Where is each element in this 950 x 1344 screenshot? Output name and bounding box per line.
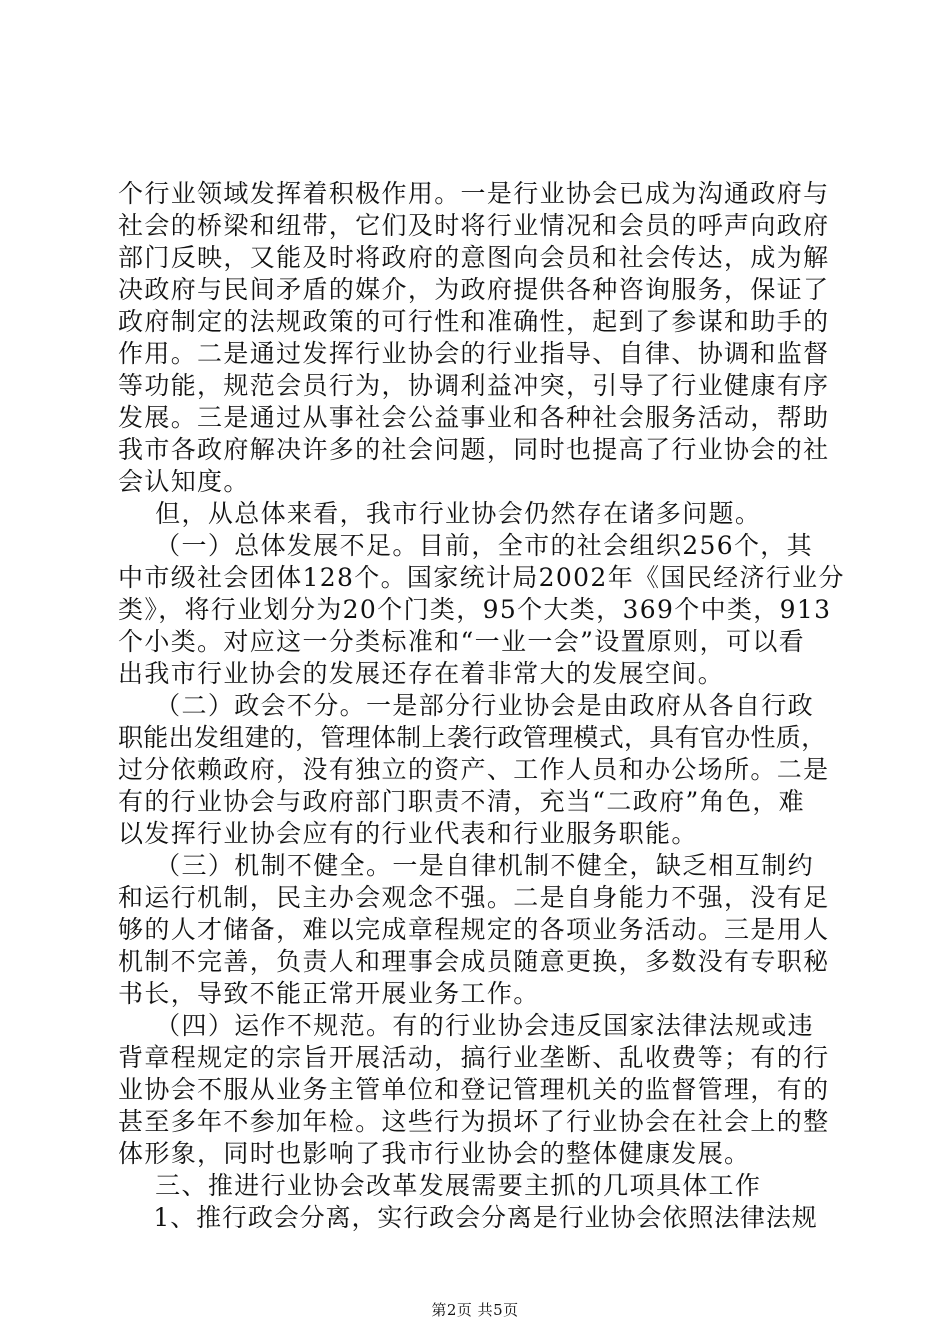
text-line: 会认知度。 xyxy=(118,467,250,496)
text-line: （一）总体发展不足。目前，全市的社会组织256个，其 xyxy=(118,531,814,560)
text-line: 决政府与民间矛盾的媒介，为政府提供各种咨询服务，保证了 xyxy=(118,275,830,304)
text-line: 但，从总体来看，我市行业协会仍然存在诸多问题。 xyxy=(118,499,762,528)
text-line: 职能出发组建的，管理体制上袭行政管理模式，具有官办性质， xyxy=(118,723,827,752)
text-line: 甚至多年不参加年检。这些行为损坏了行业协会在社会上的整 xyxy=(118,1107,830,1136)
text-line: 机制不完善，负责人和理事会成员随意更换，多数没有专职秘 xyxy=(118,947,830,976)
text-line: 部门反映，又能及时将政府的意图向会员和社会传达，成为解 xyxy=(118,243,830,272)
page-footer: 第2页 共5页 xyxy=(431,1301,519,1319)
text-line: 出我市行业协会的发展还存在着非常大的发展空间。 xyxy=(118,659,725,688)
text-line: 个行业领域发挥着积极作用。一是行业协会已成为沟通政府与 xyxy=(118,179,830,208)
text-line: 业协会不服从业务主管单位和登记管理机关的监督管理，有的 xyxy=(118,1075,830,1104)
text-line: 过分依赖政府，没有独立的资产、工作人员和办公场所。二是 xyxy=(118,755,830,784)
text-line: 发展。三是通过从事社会公益事业和各种社会服务活动，帮助 xyxy=(118,403,830,432)
text-line: （二）政会不分。一是部分行业协会是由政府从各自行政 xyxy=(118,691,814,720)
text-line: 社会的桥梁和纽带，它们及时将行业情况和会员的呼声向政府 xyxy=(118,211,830,240)
section-heading: 三、推进行业协会改革发展需要主抓的几项具体工作 xyxy=(118,1171,762,1200)
text-line: 够的人才储备，难以完成章程规定的各项业务活动。三是用人 xyxy=(118,915,830,944)
text-line: 有的行业协会与政府部门职责不清，充当“二政府”角色，难 xyxy=(118,787,806,816)
text-line: 我市各政府解决许多的社会问题，同时也提高了行业协会的社 xyxy=(118,435,830,464)
text-line: 中市级社会团体128个。国家统计局2002年《国民经济行业分 xyxy=(118,563,845,592)
text-line: 背章程规定的宗旨开展活动，搞行业垄断、乱收费等；有的行 xyxy=(118,1043,830,1072)
text-line: 书长，导致不能正常开展业务工作。 xyxy=(118,979,540,1008)
text-line: 作用。二是通过发挥行业协会的行业指导、自律、协调和监督 xyxy=(118,339,830,368)
text-line: 政府制定的法规政策的可行性和准确性，起到了参谋和助手的 xyxy=(118,307,830,336)
text-line: 以发挥行业协会应有的行业代表和行业服务职能。 xyxy=(118,819,698,848)
text-line: 等功能，规范会员行为，协调利益冲突，引导了行业健康有序 xyxy=(118,371,830,400)
text-line: 体形象，同时也影响了我市行业协会的整体健康发展。 xyxy=(118,1139,751,1168)
text-line: （三）机制不健全。一是自律机制不健全，缺乏相互制约 xyxy=(118,851,814,880)
text-line: 1、推行政会分离，实行政会分离是行业协会依照法律法规 xyxy=(118,1203,818,1232)
text-line: （四）运作不规范。有的行业协会违反国家法律法规或违 xyxy=(118,1011,814,1040)
text-line: 类》，将行业划分为20个门类，95个大类，369个中类，913 xyxy=(118,595,832,624)
body-text xyxy=(118,178,845,1234)
text-line: 和运行机制，民主办会观念不强。二是自身能力不强，没有足 xyxy=(118,883,830,912)
text-line: 个小类。对应这一分类标准和“一业一会”设置原则，可以看 xyxy=(118,627,806,656)
